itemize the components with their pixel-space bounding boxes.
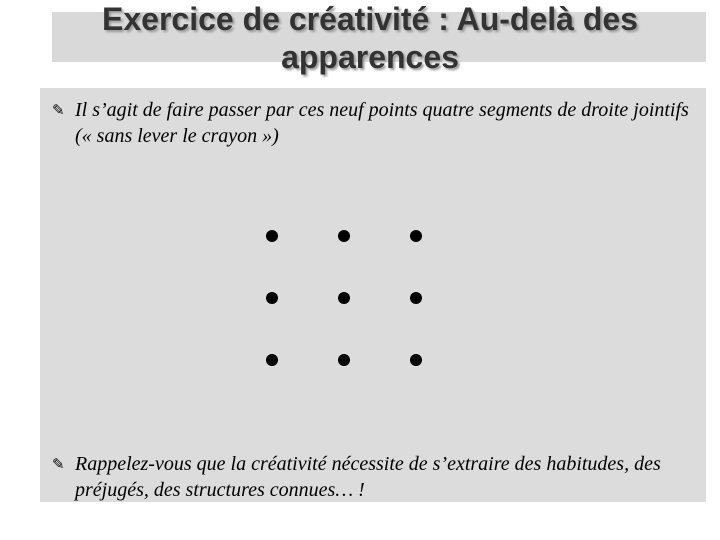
grid-dot: [410, 292, 422, 304]
bullet-reminder: [52, 451, 692, 503]
bullet-reminder-text: Rappelez-vous que la créativité nécessite de s’extraire des habitudes, des préjugés, des structures connues… !: [75, 453, 661, 501]
pencil-bullet-icon: ✎: [52, 457, 65, 473]
grid-dot: [410, 354, 422, 366]
grid-dot: [338, 292, 350, 304]
grid-dot: [266, 354, 278, 366]
grid-dot: [338, 230, 350, 242]
grid-dot: [410, 230, 422, 242]
slide-title: Exercice de créativité : Au-delà des apparences: [102, 1, 638, 75]
grid-dot: [266, 230, 278, 242]
pencil-bullet-icon: ✎: [52, 103, 65, 119]
bullet-instruction-text: Il s’agit de faire passer par ces neuf points quatre segments de droite jointifs (« sans lever le crayon »): [75, 99, 689, 147]
dot-group: [266, 230, 422, 366]
grid-dot: [266, 292, 278, 304]
grid-dot: [338, 354, 350, 366]
